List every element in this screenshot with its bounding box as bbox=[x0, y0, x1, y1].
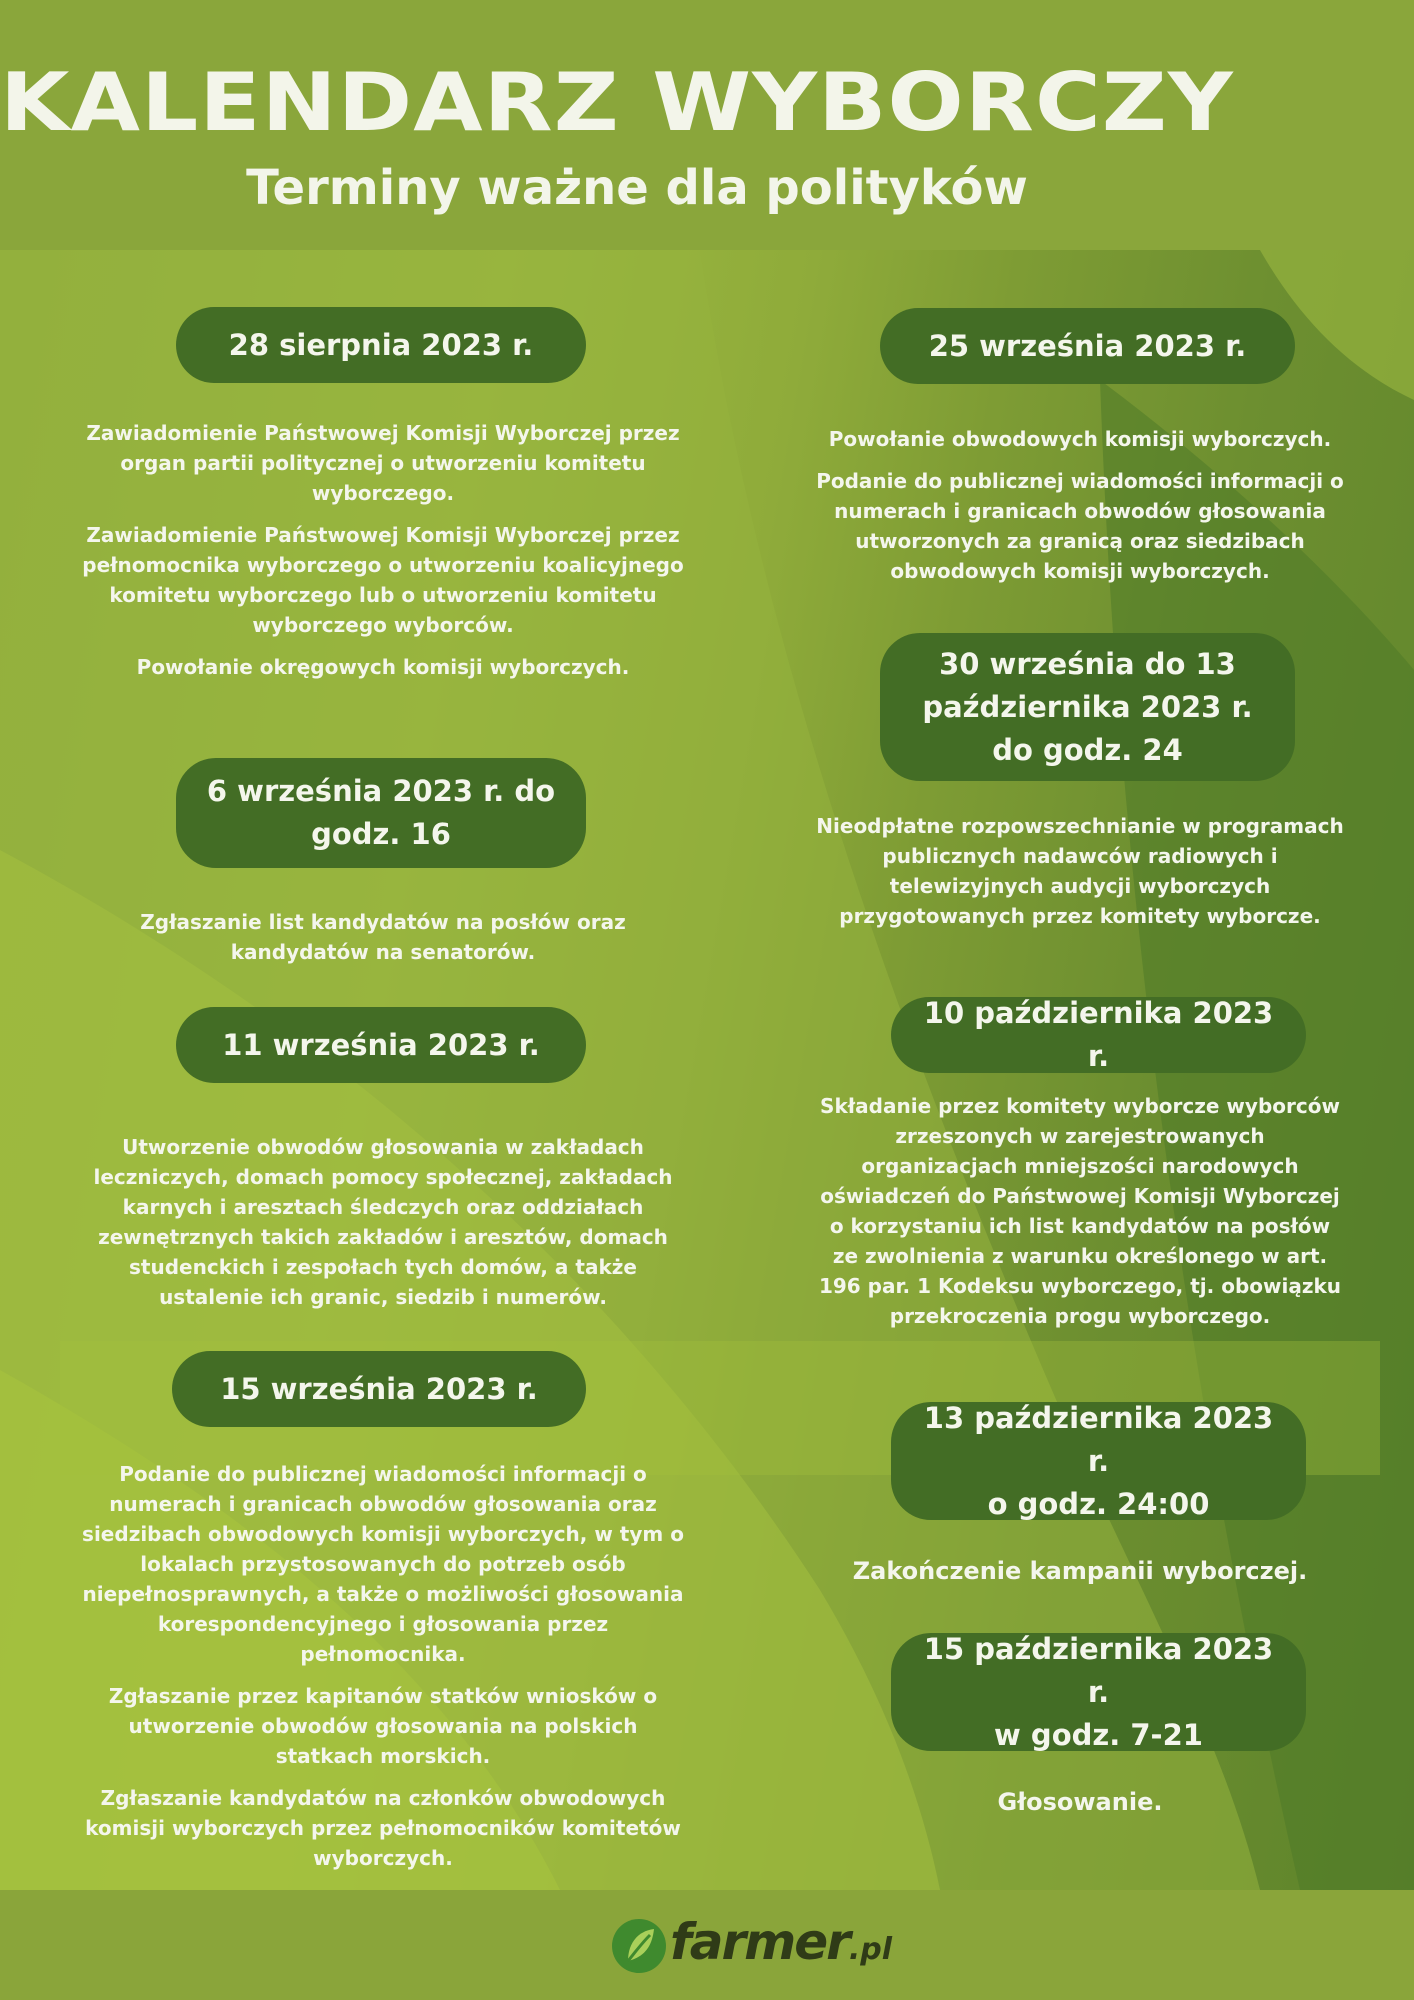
page-title: KALENDARZ WYBORCZY bbox=[0, 56, 1234, 149]
event-date-pill: 10 października 2023 r. bbox=[891, 997, 1306, 1073]
event-date-pill: 11 września 2023 r. bbox=[176, 1007, 586, 1083]
event-description bbox=[815, 424, 1345, 598]
event-date-pill: 25 września 2023 r. bbox=[880, 308, 1295, 384]
event-description bbox=[815, 1787, 1345, 1829]
description-paragraph: Podanie do publicznej wiadomości informacji o numerach i granicach obwodów głosowania utworzonych za granicą oraz siedzibach obwodowych komisji wyborczych. bbox=[816, 469, 1344, 583]
description-paragraph: Powołanie okręgowych komisji wyborczych. bbox=[136, 655, 630, 679]
event-date-pill: 6 września 2023 r. do godz. 16 bbox=[176, 758, 586, 868]
description-paragraph: Zakończenie kampanii wyborczej. bbox=[852, 1557, 1308, 1585]
calendar-content bbox=[0, 250, 1414, 1890]
description-paragraph: Zawiadomienie Państwowej Komisji Wyborczej przez pełnomocnika wyborczego o utworzeniu koalicyjnego komitetu wyborczego lub o utworzeniu komitetu wyborczego wyborców. bbox=[82, 523, 684, 637]
event-date-pill: 15 października 2023 r. w godz. 7-21 bbox=[891, 1633, 1306, 1751]
description-paragraph: Zgłaszanie kandydatów na członków obwodowych komisji wyborczych przez pełnomocników komitetów wyborczych. bbox=[85, 1786, 681, 1870]
event-description bbox=[815, 1556, 1345, 1598]
leaf-logo-icon bbox=[610, 1917, 668, 1975]
description-paragraph: Nieodpłatne rozpowszechnianie w programach publicznych nadawców radiowych i telewizyjnych audycji wyborczych przygotowanych przez komitety wyborcze. bbox=[816, 814, 1344, 928]
header bbox=[0, 0, 1414, 250]
footer bbox=[0, 1890, 1414, 2000]
description-paragraph: Zgłaszanie przez kapitanów statków wniosków o utworzenie obwodów głosowania na polskich statkach morskich. bbox=[108, 1684, 658, 1768]
logo-main-text: farmer bbox=[670, 1913, 849, 1971]
event-description bbox=[78, 1459, 688, 1885]
event-description bbox=[78, 1132, 688, 1324]
event-description bbox=[815, 1091, 1345, 1343]
description-paragraph: Utworzenie obwodów głosowania w zakładach leczniczych, domach pomocy społecznej, zakładach karnych i aresztach śledczych oraz oddziałach zewnętrznych takich zakładów i aresztów, domach studenckich i zespołach tych domów, a także ustalenie ich granic, siedzib i numerów. bbox=[93, 1135, 673, 1309]
event-description bbox=[78, 418, 688, 694]
event-description bbox=[815, 811, 1345, 943]
description-paragraph: Składanie przez komitety wyborcze wyborców zrzeszonych w zarejestrowanych organizacjach mniejszości narodowych oświadczeń do Państwowej Komisji Wyborczej o korzystaniu ich list kandydatów na posłów ze zwolnienia z warunku określonego w art. 196 par. 1 Kodeksu wyborczego, tj. obowiązku przekroczenia progu wyborczego. bbox=[818, 1094, 1342, 1328]
description-paragraph: Zgłaszanie list kandydatów na posłów oraz kandydatów na senatorów. bbox=[140, 910, 626, 964]
event-date-pill: 28 sierpnia 2023 r. bbox=[176, 307, 586, 383]
description-paragraph: Głosowanie. bbox=[997, 1788, 1163, 1816]
description-paragraph: Podanie do publicznej wiadomości informacji o numerach i granicach obwodów głosowania oraz siedzibach obwodowych komisji wyborczych, w tym o lokalach przystosowanych do potrzeb osób niepełnosprawnych, a także o możliwości głosowania korespondencyjnego i głosowania przez pełnomocnika. bbox=[82, 1462, 684, 1666]
farmer-logo[interactable] bbox=[670, 1912, 892, 1980]
page-subtitle: Terminy ważne dla polityków bbox=[246, 160, 1028, 216]
description-paragraph: Zawiadomienie Państwowej Komisji Wyborczej przez organ partii politycznej o utworzeniu komitetu wyborczego. bbox=[86, 421, 680, 505]
event-date-pill: 15 września 2023 r. bbox=[172, 1351, 586, 1427]
logo-suffix-text: .pl bbox=[848, 1932, 892, 1967]
event-description bbox=[78, 907, 688, 979]
description-paragraph: Powołanie obwodowych komisji wyborczych. bbox=[828, 427, 1332, 451]
event-date-pill: 30 września do 13 października 2023 r. do godz. 24 bbox=[880, 633, 1295, 781]
event-date-pill: 13 października 2023 r. o godz. 24:00 bbox=[891, 1402, 1306, 1520]
